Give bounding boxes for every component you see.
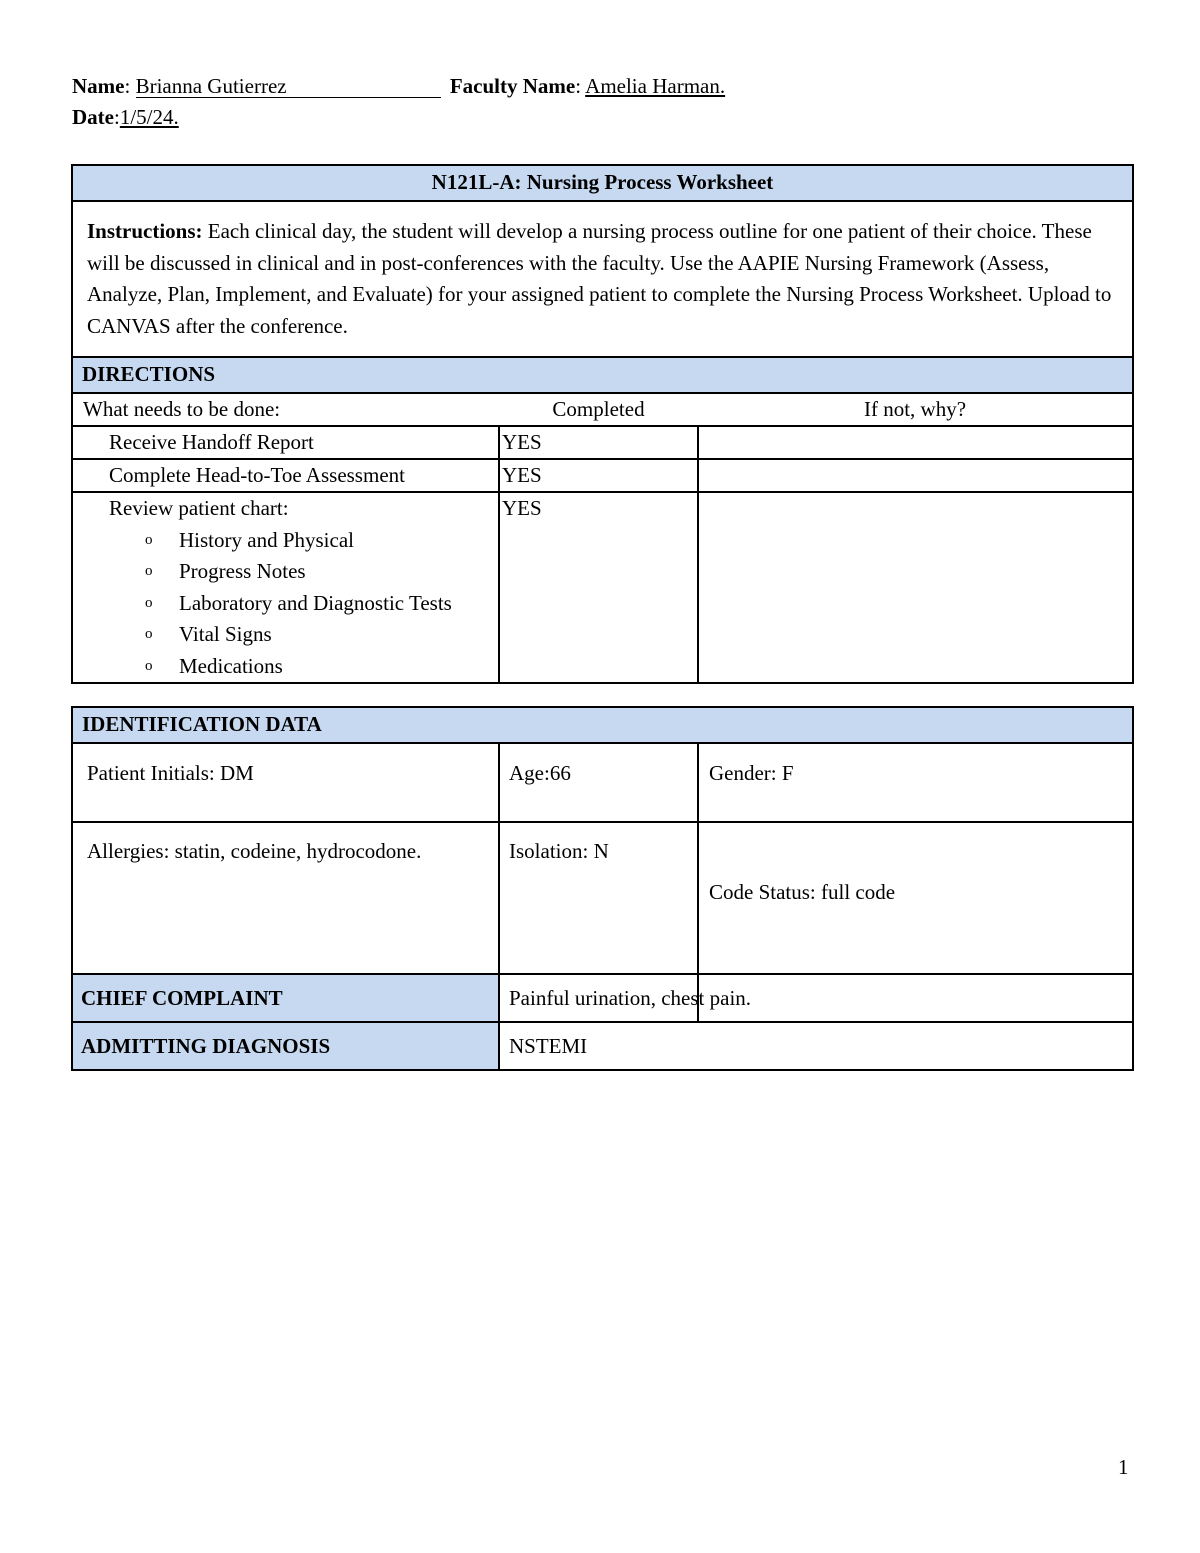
table-row	[72, 492, 1133, 683]
date-value: 1/5/24.	[119, 105, 179, 129]
bullet-icon: o	[145, 626, 153, 642]
task-cell-chart	[72, 492, 499, 683]
why-cell	[698, 426, 1133, 459]
bullet-icon: o	[145, 594, 153, 611]
bullet-icon: o	[145, 563, 153, 579]
task-cell: Complete Head-to-Toe Assessment	[72, 459, 499, 492]
patient-gender: Gender: F	[698, 743, 1133, 822]
chief-complaint-label: CHIEF COMPLAINT	[72, 974, 499, 1022]
why-cell	[698, 459, 1133, 492]
chart-item-text: Progress Notes	[179, 559, 306, 583]
column-header-completed: Completed	[499, 393, 698, 426]
completed-cell: YES	[499, 459, 698, 492]
bullet-icon: o	[145, 531, 153, 548]
date-row: Date:1/5/24.	[72, 105, 179, 129]
completed-cell: YES	[499, 426, 698, 459]
student-name-field	[136, 75, 441, 98]
patient-age: Age:66	[499, 743, 698, 822]
name-line-row: Name: Brianna Gutierrez Faculty Name: Amelia Harman.	[72, 74, 726, 98]
instructions-text: Each clinical day, the student will develop a nursing process outline for one patient of their choice. These will be discussed in clinical and in post-conferences with the faculty. Use the AAPIE Nursing Framework (Assess, Analyze, Plan, Implement, and Evaluate) for your assigned patient to complete the Nursing Process Worksheet. Upload to CANVAS after the conference.	[87, 219, 1112, 338]
table-row	[72, 426, 1133, 459]
faculty-name-value: Amelia Harman.	[585, 74, 726, 98]
chart-item-text: History and Physical	[179, 527, 354, 552]
faculty-label: Faculty Name	[449, 74, 576, 98]
list-item	[73, 525, 498, 557]
completed-cell: YES	[499, 492, 698, 683]
worksheet-title: N121L-A: Nursing Process Worksheet	[72, 165, 1133, 201]
instructions-label: Instructions:	[87, 219, 203, 243]
patient-initials: Patient Initials: DM	[72, 743, 499, 822]
chart-item-text: Medications	[179, 653, 283, 678]
task-cell: Receive Handoff Report	[72, 426, 499, 459]
nursing-process-table	[71, 164, 1134, 684]
list-item	[73, 556, 498, 588]
column-header-task: What needs to be done:	[72, 393, 499, 426]
table-row	[72, 459, 1133, 492]
chart-items-list	[73, 525, 498, 683]
patient-allergies: Allergies: statin, codeine, hydrocodone.	[72, 822, 499, 1022]
list-item	[73, 588, 498, 620]
why-cell	[698, 492, 1133, 683]
date-label: Date	[72, 105, 114, 129]
list-item	[73, 651, 498, 683]
page-number: 1	[1118, 1455, 1129, 1479]
bullet-icon: o	[145, 657, 153, 674]
column-header-why: If not, why?	[698, 393, 1133, 426]
student-name-value: Brianna Gutierrez	[135, 74, 287, 98]
list-item	[73, 619, 498, 651]
admitting-diagnosis-label: ADMITTING DIAGNOSIS	[72, 1022, 499, 1070]
complaint-table	[71, 973, 1134, 1071]
patient-isolation: Isolation: N	[499, 822, 698, 1022]
directions-heading: DIRECTIONS	[72, 357, 1133, 393]
patient-code-status: Code Status: full code	[698, 822, 1133, 1022]
task-label: Review patient chart:	[109, 496, 289, 520]
instructions-cell	[72, 201, 1133, 357]
identification-heading: IDENTIFICATION DATA	[72, 707, 1133, 743]
chief-complaint-value: Painful urination, chest pain.	[499, 974, 1133, 1022]
admitting-diagnosis-value: NSTEMI	[499, 1022, 1133, 1070]
chart-item-text: Laboratory and Diagnostic Tests	[179, 590, 452, 615]
chart-item-text: Vital Signs	[179, 622, 272, 646]
name-label: Name	[72, 74, 125, 98]
